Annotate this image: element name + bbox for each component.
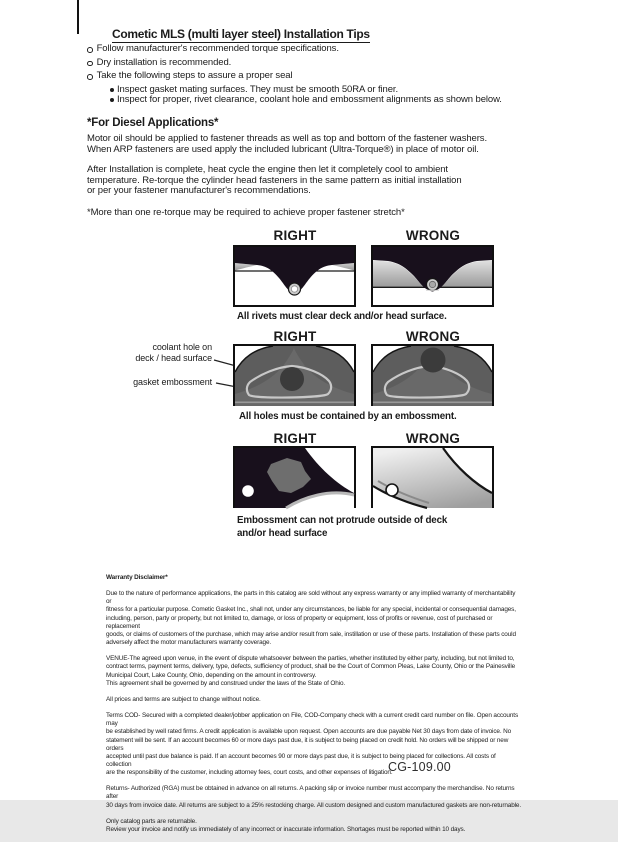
page-edge-mark [77, 0, 79, 34]
page-code: CG-109.00 [388, 760, 451, 774]
list-item [87, 71, 517, 82]
coolant-hole-annotation: coolant hole on deck / head surface [135, 342, 212, 363]
open-bullet-icon [87, 47, 93, 53]
tip-text: Inspect gasket mating surfaces. They must be smooth 50RA or finer. [117, 83, 399, 95]
embossment-right-diagram [233, 446, 356, 508]
page-title: Cometic MLS (multi layer steel) Installation Tips [112, 27, 370, 41]
figure3-wrong-label: WRONG [405, 431, 461, 446]
figure1-wrong-label: WRONG [405, 228, 461, 243]
tip-text: Follow manufacturer's recommended torque specifications. [96, 43, 339, 54]
warranty-disclaimer [106, 574, 522, 842]
legal-paragraph: Only catalog parts are returnable. Review your invoice and notify us immediately of any incorrect or inaccurate information. Shortages must be reported within 10 days. [106, 817, 466, 833]
list-item [87, 58, 517, 69]
filled-bullet-icon [110, 98, 114, 102]
legal-paragraph: Due to the nature of performance applications, the parts in this catalog are sold without any express warranty or any implied warranty of merchantability or fitness for a particular purpose. Cometic Gasket Inc., shall not, under any circumstances, be liable for any special, incidental or consequential damages, including, person, party or property, but not limited to, damage, or loss of property or equipment, loss of profits or revenue, cost of purchased or replacement goods, or claims of customers of the purchase, which may arise and/or result from sale, instillation or use of these parts. Installation of these parts could adversely affect the motor manufacturers warranty coverage. [106, 590, 516, 647]
warranty-heading: Warranty Disclaimer* [106, 574, 168, 581]
open-bullet-icon [87, 74, 93, 80]
legal-paragraph: Terms COD- Secured with a completed dealer/jobber application on File, COD-Company check with a current credit card number on file. Open accounts may be established by well rated firms. A credit application is available upon request. Open accounts are due payable Net 30 days from date of invoice. No statement will be sent. If an account becomes 60 or more days past due, it is subject to being placed on credit hold. No orders will be shipped or new orders accepted until past due balance is paid. If an account becomes 90 or more days past due, it is subject to being placed for collections. All costs of collection are the responsibility of the customer, including attorney fees, court costs, and other expenses of litigation. [106, 712, 519, 777]
figure3-caption: Embossment can not protrude outside of deck and/or head surface [237, 515, 448, 539]
legal-paragraph: VENUE-The agreed upon venue, in the event of dispute whatsoever between the parties, whether instituted by either party, including, but not limited to, contract terms, payment terms, delivery, type, defects, sufficiency of product, shall be the Court of Common Pleas, Lake County, Ohio or the Painesville Municipal Court, Lake County, Ohio, depending on the amount in controversy. This agreement shall be governed by and construed under the laws of the State of Ohio. [106, 655, 516, 687]
gasket-embossment-annotation: gasket embossment [133, 377, 212, 387]
tip-text: Inspect for proper, rivet clearance, coolant hole and embossment alignments as shown below. [117, 94, 502, 106]
figure2-caption: All holes must be contained by an embossment. [239, 411, 457, 422]
diesel-paragraph-1: Motor oil should be applied to fastener threads as well as top and bottom of the fastener washers. When ARP fasteners are used apply the included lubricant (Ultra-Torque®) in place of motor oil. [87, 133, 487, 155]
coolant-hole-wrong-diagram [371, 344, 494, 406]
diesel-section-heading: *For Diesel Applications* [87, 117, 219, 129]
filled-bullet-icon [110, 88, 114, 92]
figure2-right-label: RIGHT [273, 329, 317, 344]
tip-text: Take the following steps to assure a proper seal [96, 70, 293, 81]
embossment-wrong-diagram [371, 446, 494, 508]
list-item [110, 95, 517, 106]
open-bullet-icon [87, 61, 93, 67]
figure1-right-label: RIGHT [273, 228, 317, 243]
tip-text: Dry installation is recommended. [96, 56, 232, 68]
figure1-caption: All rivets must clear deck and/or head surface. [237, 311, 447, 322]
retorque-note: *More than one re-torque may be required to achieve proper fastener stretch* [87, 207, 405, 218]
figure2-wrong-label: WRONG [405, 329, 461, 344]
list-item [87, 44, 517, 55]
figure3-right-label: RIGHT [273, 431, 317, 446]
legal-paragraph: Returns- Authorized (RGA) must be obtained in advance on all returns. A packing slip or invoice number must accompany the merchandise. No returns after 30 days from invoice date. All returns are subject to a 25% restocking charge. All custom designed and custom manufactured gaskets are non-returnable. [106, 785, 522, 809]
rivet-right-diagram [233, 245, 356, 307]
rivet-wrong-diagram [371, 245, 494, 307]
diesel-paragraph-2: After Installation is complete, heat cycle the engine then let it completely cool to ambient temperature. Re-torque the cylinder head fasteners in the same pattern as initial installation or per your fastener manufacturer's recommendations. [87, 164, 462, 197]
coolant-hole-right-diagram [233, 344, 356, 406]
legal-paragraph: All prices and terms are subject to change without notice. [106, 695, 261, 703]
installation-tips-list [87, 44, 517, 106]
